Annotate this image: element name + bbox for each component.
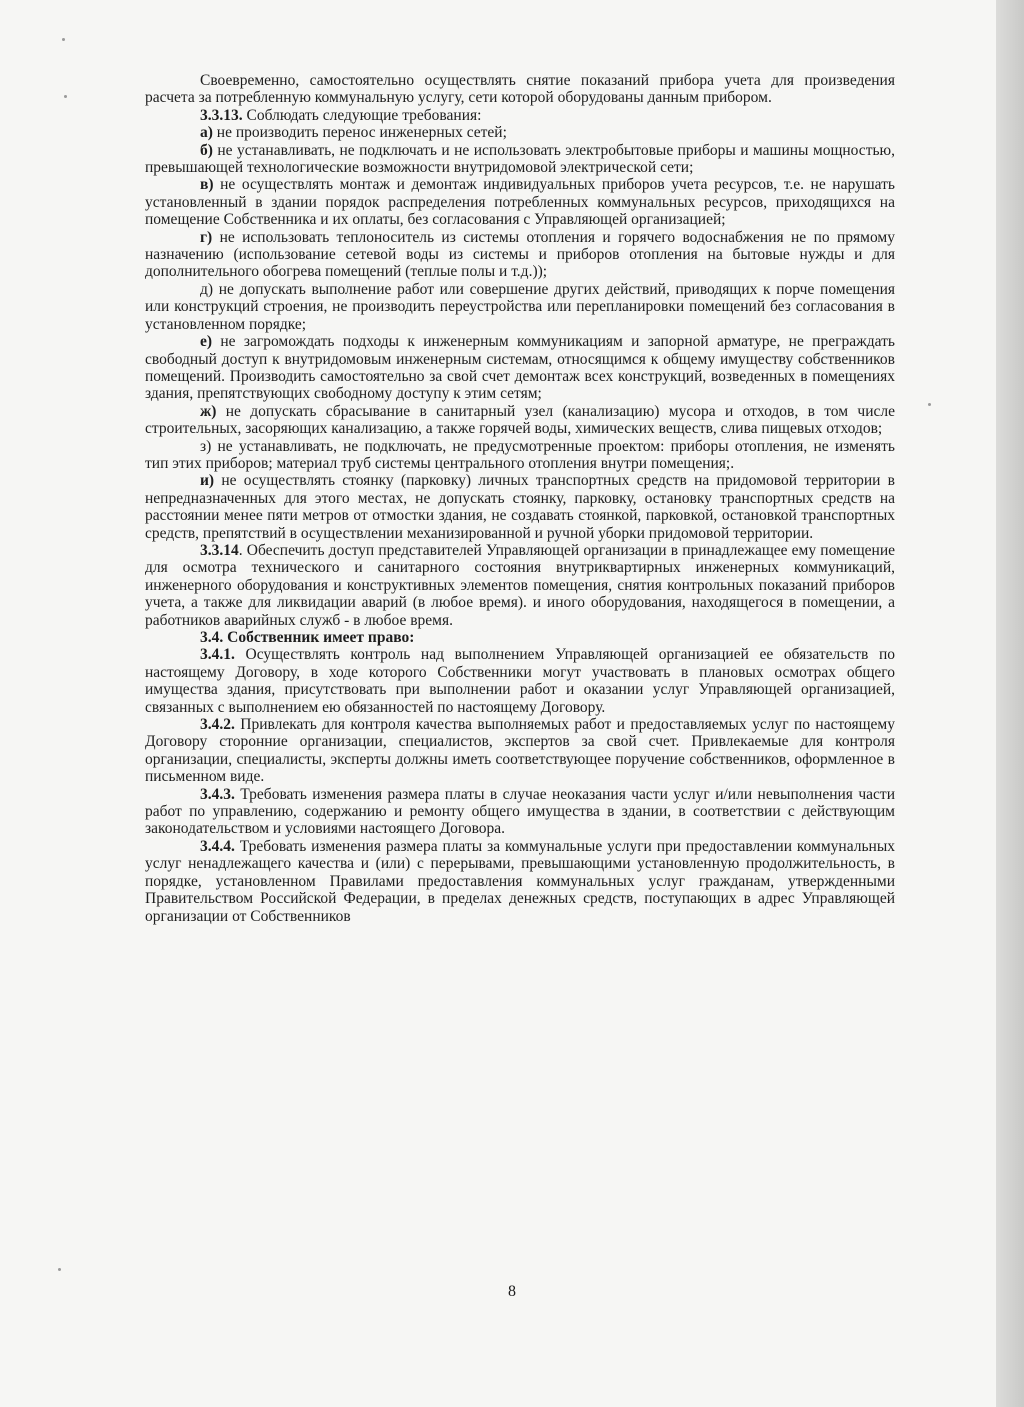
clause-3-4-4: 3.4.4. Требовать изменения размера платы за коммунальные услуги при предоставлении коммунальных услуг ненадлежащего качества и (или) с перерывами, превышающими установленную продолжительность, в порядке, установленном Правилами предоставления коммунальных услуг гражданам, утвержденными Правительством Российской Федерации, в пределах денежных средств, поступающих в адрес Управляющей организации от Собственников	[145, 837, 895, 925]
clause-3-4-1: 3.4.1. Осуществлять контроль над выполнением Управляющей организацией ее обязательств по настоящему Договору, в ходе которого Собственники могут участвовать в плановых осмотрах общего имущества здания, присутствовать при выполнении работ и оказании услуг Управляющей организацией, связанных с выполнением ею обязанностей по настоящему Договору.	[145, 646, 895, 716]
item-e: е) не загромождать подходы к инженерным коммуникациям и запорной арматуре, не преграждать свободный доступ к внутридомовым инженерным системам, относящимся к общему имуществу собственников помещений. Производить самостоятельно за свой счет демонтаж всех конструкций, возведенных в помещениях здания, препятствующих свободному доступу к этим сетям;	[145, 333, 895, 403]
scanner-edge	[996, 0, 1024, 1407]
scan-speck	[928, 403, 931, 406]
clause-3-3-13: 3.3.13. Соблюдать следующие требования:	[200, 106, 482, 124]
item-v: в) не осуществлять монтаж и демонтаж индивидуальных приборов учета ресурсов, т.е. не нарушать установленный в здании порядок распределения потребленных коммунальных ресурсов, приходящихся на помещение Собственника и их оплаты, без согласования с Управляющей организацией;	[145, 176, 895, 229]
clause-3-4-3: 3.4.3. Требовать изменения размера платы в случае неоказания части услуг и/или невыполнения части работ по управлению, содержанию и ремонту общего имущества в здании, в соответствии с действующим законодательством и условиями настоящего Договора.	[145, 785, 895, 838]
scan-speck	[62, 38, 65, 41]
scan-speck	[58, 1268, 61, 1271]
item-z: з) не устанавливать, не подключать, не предусмотренные проектом: приборы отопления, не изменять тип этих приборов; материал труб системы центрального отопления внутри помещения;.	[145, 437, 895, 472]
item-i: и) не осуществлять стоянку (парковку) личных транспортных средств на придомовой территории в непредназначенных для этого местах, не допускать стоянку, парковку, остановку транспортных средств на расстоянии менее пяти метров от отмостки здания, не создавать стоянкой, парковкой, остановкой транспортных средств, препятствий в осуществлении механизированной и ручной уборки придомовой территории.	[145, 472, 895, 542]
document-body	[145, 72, 895, 925]
item-a: а) не производить перенос инженерных сетей;	[200, 124, 507, 142]
section-3-4-heading: 3.4. Собственник имеет право:	[200, 629, 415, 646]
scan-speck	[64, 95, 67, 98]
clause-3-4-2: 3.4.2. Привлекать для контроля качества выполняемых работ и предоставляемых услуг по настоящему Договору сторонние организации, специалистов, экспертов за свой счет. Привлекаемые для контроля организации, специалисты, эксперты должны иметь соответствующее поручение собственников, оформленное в письменном виде.	[145, 716, 895, 786]
page-number: 8	[508, 1283, 516, 1300]
item-b: б) не устанавливать, не подключать и не использовать электробытовые приборы и машины мощностью, превышающей технологические возможности внутридомовой электрической сети;	[145, 141, 895, 177]
item-d: д) не допускать выполнение работ или совершение других действий, приводящих к порче помещения или конструкций строения, не производить переустройства или перепланировки помещений без согласования в установленном порядке;	[145, 280, 895, 333]
paragraph-meter-reading: Своевременно, самостоятельно осуществлять снятие показаний прибора учета для произведения расчета за потребленную коммунальную услугу, сети которой оборудованы данным прибором.	[145, 72, 895, 107]
item-zh: ж) не допускать сбрасывание в санитарный узел (канализацию) мусора и отходов, в том числе строительных, засоряющих канализацию, а также горячей воды, химических веществ, слива пищевых отходов;	[145, 402, 895, 438]
clause-3-3-14: 3.3.14. Обеспечить доступ представителей Управляющей организации в принадлежащее ему помещение для осмотра технического и санитарного состояния внутриквартирных инженерных коммуникаций, инженерного оборудования и конструктивных элементов помещения, снятия контрольных показаний приборов учета, а также для ликвидации аварий (в любое время). и иного оборудования, находящегося в помещении, а работников аварийных служб - в любое время.	[145, 541, 895, 629]
item-g: г) не использовать теплоноситель из системы отопления и горячего водоснабжения не по прямому назначению (использование сетевой воды из системы и приборов отопления на бытовые нужды и для дополнительного обогрева помещений (теплые полы и т.д.));	[145, 228, 895, 281]
